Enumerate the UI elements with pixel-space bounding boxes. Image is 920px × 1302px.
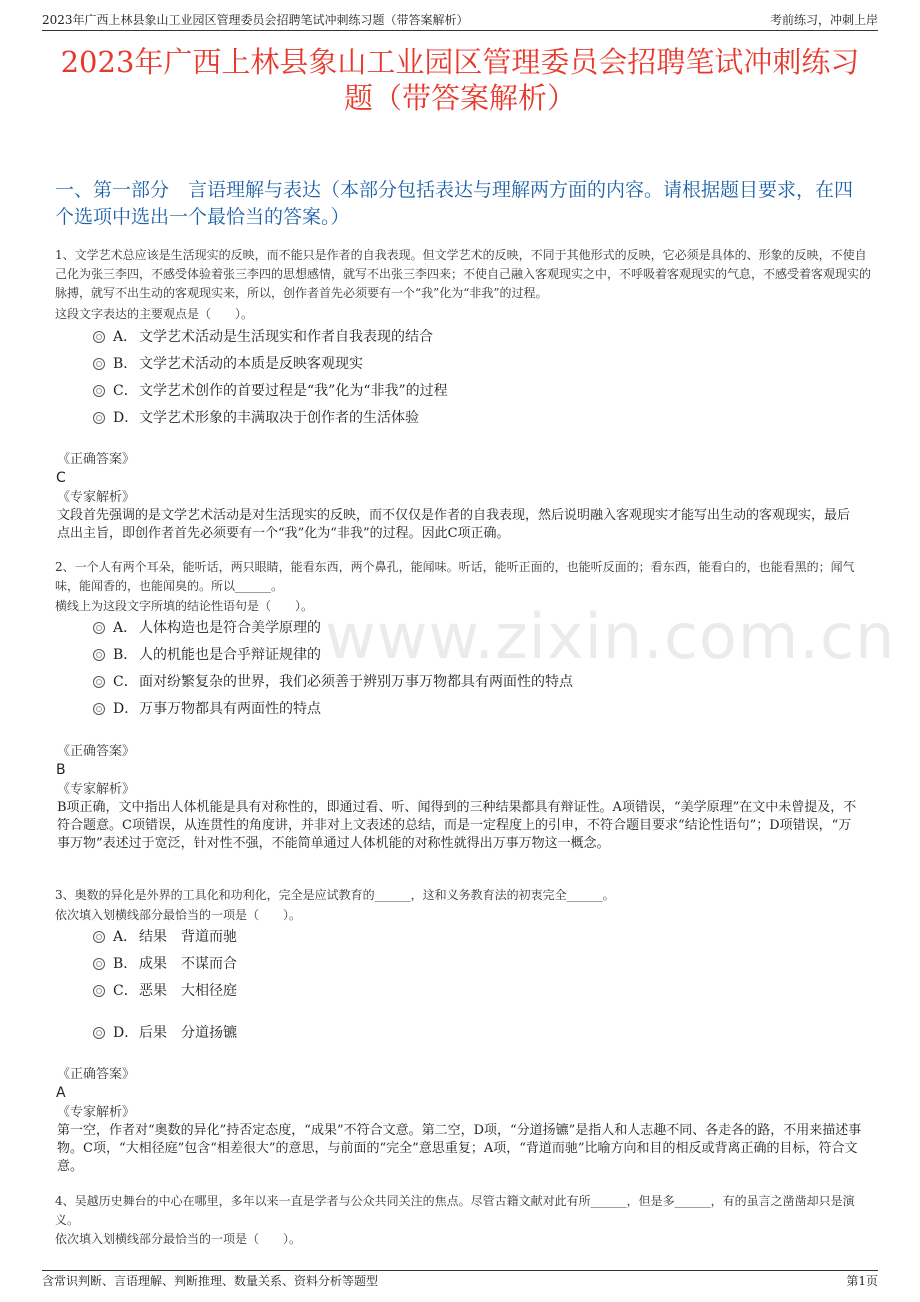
- question-prompt: 依次填入划横线部分最恰当的一项是（ ）。: [55, 1232, 302, 1246]
- radio-icon[interactable]: [93, 958, 105, 970]
- header-title: 2023年广西上林县象山工业园区管理委员会招聘笔试冲刺练习题（带答案解析）: [42, 13, 469, 27]
- question-stem: 4、吴越历史舞台的中心在哪里，多年以来一直是学者与公众共同关注的焦点。尽管古籍文献对此有所______，但是多______，有的虽言之凿凿却只是演义。: [55, 1194, 855, 1227]
- radio-icon[interactable]: [93, 649, 105, 661]
- analysis-label: 《专家解析》: [57, 782, 136, 797]
- radio-icon[interactable]: [93, 385, 105, 397]
- page-number: 第1页: [846, 1274, 878, 1288]
- option-a[interactable]: A． 文学艺术活动是生活现实和作者自我表现的结合: [93, 327, 433, 347]
- correct-answer: B: [56, 762, 66, 778]
- answer-label: 《正确答案》: [57, 744, 136, 759]
- analysis-text: 第一空，作者对“奥数的异化”持否定态度，“成果”不符合文意。第二空，D项，“分道扬镳”是指人和人志趣不同、各走各的路，不用来描述事物。C项，“大相径庭”包含“相差很大”的意思，与前面的“完全”意思重复；A项，“背道而驰”比喻方向和目的相反或背离正确的目标，符合文意。: [57, 1123, 862, 1174]
- watermark: www.zixin.com.cn: [325, 600, 896, 673]
- question-prompt: 横线上为这段文字所填的结论性语句是（ ）。: [55, 599, 314, 613]
- option-d[interactable]: D．后果 分道扬镳: [93, 1023, 237, 1043]
- radio-icon[interactable]: [93, 622, 105, 634]
- option-c[interactable]: C．恶果 大相径庭: [93, 981, 237, 1001]
- radio-icon[interactable]: [93, 703, 105, 715]
- option-d[interactable]: D．文学艺术形象的丰满取决于创作者的生活体验: [93, 408, 419, 428]
- option-a[interactable]: A． 人体构造也是符合美学原理的: [93, 618, 321, 638]
- option-b[interactable]: B． 文学艺术活动的本质是反映客观现实: [93, 354, 363, 374]
- question-stem: 3、奥数的异化是外界的工具化和功利化，完全是应试教育的______，这和义务教育法的初衷完全______。: [55, 888, 615, 902]
- option-a[interactable]: A． 结果 背道而驰: [93, 927, 237, 947]
- radio-icon[interactable]: [93, 985, 105, 997]
- radio-icon[interactable]: [93, 412, 105, 424]
- analysis-text: B项正确，文中指出人体机能是具有对称性的，即通过看、听、闻得到的三种结果都具有辩证性。A项错误，“美学原理”在文中未曾提及，不符合题意。C项错误，从连贯性的角度讲，并非对上文表述的总结，而是一定程度上的引申，不符合题目要求“结论性语句”；D项错误，“万事万物”表述过于宽泛，针对性不强，不能简单通过人体机能的对称性就得出万事万物这一概念。: [57, 800, 857, 851]
- question-prompt: 依次填入划横线部分最恰当的一项是（ ）。: [55, 908, 302, 922]
- analysis-label: 《专家解析》: [57, 490, 136, 505]
- radio-icon[interactable]: [93, 358, 105, 370]
- page-footer: [42, 1270, 878, 1290]
- section-heading: 一、第一部分 言语理解与表达（本部分包括表达与理解两方面的内容。请根据题目要求，在四个选项中选出一个最恰当的答案。）: [55, 179, 854, 228]
- document-title: 2023年广西上林县象山工业园区管理委员会招聘笔试冲刺练习题（带答案解析）: [60, 45, 860, 115]
- correct-answer: C: [56, 470, 66, 486]
- option-c[interactable]: C．文学艺术创作的首要过程是“我”化为“非我”的过程: [93, 381, 448, 401]
- radio-icon[interactable]: [93, 931, 105, 943]
- radio-icon[interactable]: [93, 676, 105, 688]
- correct-answer: A: [56, 1085, 66, 1101]
- option-b[interactable]: B． 人的机能也是合乎辩证规律的: [93, 645, 321, 665]
- answer-label: 《正确答案》: [57, 452, 136, 467]
- header-slogan: 考前练习，冲刺上岸: [769, 13, 878, 27]
- option-c[interactable]: C．面对纷繁复杂的世界，我们必须善于辨别万事万物都具有两面性的特点: [93, 672, 573, 692]
- answer-label: 《正确答案》: [57, 1067, 136, 1082]
- option-b[interactable]: B． 成果 不谋而合: [93, 954, 237, 974]
- radio-icon[interactable]: [93, 331, 105, 343]
- radio-icon[interactable]: [93, 1027, 105, 1039]
- analysis-text: 文段首先强调的是文学艺术活动是对生活现实的反映，而不仅仅是作者的自我表现，然后说明融入客观现实才能写出生动的客观现实，最后点出主旨，即创作者首先必须要有一个“我”化为“非我”的过程。因此C项正确。: [57, 508, 851, 541]
- page-header: [42, 10, 878, 31]
- option-d[interactable]: D．万事万物都具有两面性的特点: [93, 699, 321, 719]
- question-stem: 1、文学艺术总应该是生活现实的反映，而不能只是作者的自我表现。但文学艺术的反映，不同于其他形式的反映，它必须是具体的、形象的反映，不使自己化为张三李四，不感受体验着张三李四的思想感情，就写不出张三李四来；不使自己融入客观现实之中，不呼吸着客观现实的气息，不感受着客观现实的脉搏，就写不出生动的客观现实来，所以，创作者首先必须要有一个“我”化为“非我”的过程。: [55, 248, 872, 300]
- analysis-label: 《专家解析》: [57, 1105, 136, 1120]
- footer-note: 含常识判断、言语理解、判断推理、数量关系、资料分析等题型: [42, 1274, 379, 1288]
- question-prompt: 这段文字表达的主要观点是（ ）。: [55, 307, 254, 321]
- question-stem: 2、一个人有两个耳朵，能听话，两只眼睛，能看东西，两个鼻孔，能闻味。听话，能听正面的，也能听反面的；看东西，能看白的，也能看黑的；闻气味，能闻香的，也能闻臭的。所以______。: [55, 560, 855, 593]
